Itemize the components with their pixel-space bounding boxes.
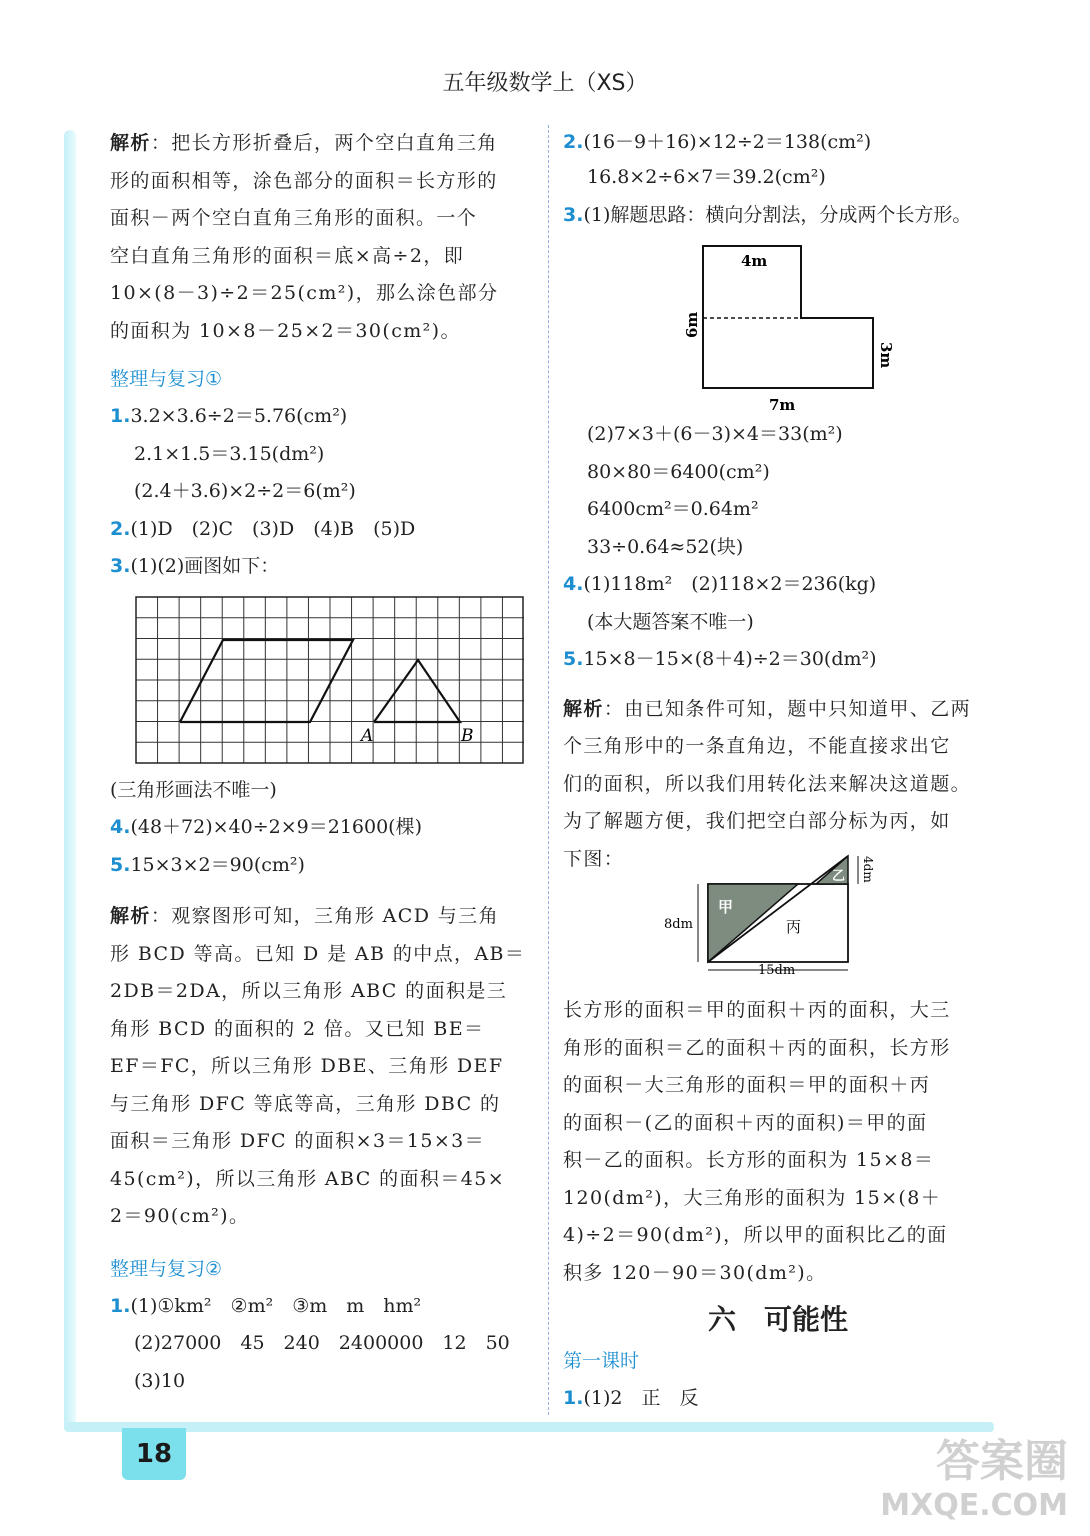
analysis-label: 解析	[110, 905, 151, 927]
point-b-label: B	[461, 725, 474, 746]
text-line: 形的面积相等，涂色部分的面积＝长方形的	[110, 169, 498, 192]
question-number: 3.	[563, 203, 584, 226]
text-line: 角形 BCD 的面积的 2 倍。又已知 BE＝	[110, 1017, 485, 1040]
column-divider	[548, 125, 549, 1415]
page-header: 五年级数学上（XS）	[442, 71, 648, 96]
question-number: 1.	[563, 1387, 584, 1409]
analysis-1	[110, 125, 535, 350]
answer-line: 3.(1)解题思路：横向分割法，分成两个长方形。	[563, 203, 972, 226]
dim-8dm: 8dm	[664, 917, 693, 932]
dim-4m: 4m	[741, 252, 768, 270]
text-line: 下图：	[563, 847, 625, 870]
bottom-decoration-bar	[64, 1422, 994, 1432]
text-line: 的面积为 10×8－25×2＝30(cm²)。	[110, 319, 461, 342]
text-line: 10×(8－3)÷2＝25(cm²)，那么涂色部分	[110, 282, 499, 304]
text-line: 4)÷2＝90(dm²)，所以甲的面积比乙的面	[563, 1224, 948, 1246]
answer-line: 16.8×2÷6×7＝39.2(cm²)	[587, 166, 826, 188]
text-line: 长方形的面积＝甲的面积＋丙的面积，大三	[563, 999, 951, 1021]
answer-line: 1.3.2×3.6÷2＝5.76(cm²)	[110, 405, 348, 427]
grid-figure	[135, 596, 525, 766]
answer-line: 4.(48＋72)×40÷2×9＝21600(棵)	[110, 816, 423, 838]
answer-line: (本大题答案不唯一)	[587, 610, 754, 633]
answer-line: 6400cm²＝0.64m²	[587, 498, 759, 520]
dim-4dm: 4dm	[861, 856, 875, 883]
label-jia: 甲	[718, 898, 734, 916]
text-line: 积－乙的面积。长方形的面积为 15×8＝	[563, 1149, 935, 1171]
answer-line: (2.4＋3.6)×2÷2＝6(m²)	[134, 480, 356, 502]
answer-line: 80×80＝6400(cm²)	[587, 460, 770, 483]
analysis-label: 解析	[110, 132, 151, 154]
triangle-shape	[374, 660, 460, 722]
analysis-label: 解析	[563, 697, 604, 720]
text-line: 45(cm²)，所以三角形 ABC 的面积＝45×	[110, 1167, 506, 1190]
answer-line: 33÷0.64≈52(块)	[587, 535, 744, 558]
question-number: 2.	[563, 131, 584, 153]
dim-15dm: 15dm	[758, 963, 796, 978]
parallelogram-shape	[180, 640, 353, 722]
question-number: 4.	[563, 573, 584, 595]
answer-line: 5.15×8－15×(8＋4)÷2＝30(dm²)	[563, 648, 877, 670]
text-line: 个三角形中的一条直角边，不能直接求出它	[563, 735, 951, 757]
answer-line: 2.(16－9＋16)×12÷2＝138(cm²)	[563, 131, 872, 153]
question-number: 5.	[563, 648, 584, 670]
text-line: 的面积－(乙的面积＋丙的面积)＝甲的面	[563, 1111, 928, 1134]
text-line: ：把长方形折叠后，两个空白直角三角	[150, 132, 498, 154]
text-line: 角形的面积＝乙的面积＋丙的面积，长方形	[563, 1036, 951, 1059]
question-number: 3.	[110, 555, 131, 577]
right-column	[563, 125, 993, 1418]
dim-3m: 3m	[877, 342, 895, 369]
analysis-3-continued	[563, 992, 993, 1292]
text-line: 120(dm²)，大三角形的面积为 15×(8＋	[563, 1186, 942, 1209]
chapter-title: 六 可能性	[707, 1303, 848, 1336]
answer-line: 2.(1)D (2)C (3)D (4)B (5)D	[110, 517, 416, 540]
left-decoration-bar	[64, 130, 76, 1430]
text-line: 为了解题方便，我们把空白部分标为丙，如	[563, 810, 951, 832]
answer-line: 1.(1)①km² ②m² ③m m hm²	[110, 1294, 422, 1317]
text-line: EF＝FC，所以三角形 DBE、三角形 DEF	[110, 1055, 504, 1077]
text-line: 们的面积，所以我们用转化法来解决这道题。	[563, 772, 972, 795]
text-line: ：由已知条件可知，题中只知道甲、乙两	[603, 697, 972, 720]
text-line: 的面积－大三角形的面积＝甲的面积＋丙	[563, 1074, 931, 1096]
answer-line: 2.1×1.5＝3.15(dm²)	[134, 442, 325, 465]
question-number: 1.	[110, 1294, 131, 1317]
question-number: 1.	[110, 405, 131, 427]
point-a-label: A	[361, 725, 374, 746]
lesson-title: 第一课时	[563, 1350, 640, 1372]
text-line: 面积＝三角形 DFC 的面积×3＝15×3＝	[110, 1130, 486, 1152]
answer-line: 3.(1)(2)画图如下：	[110, 555, 280, 577]
question-number: 4.	[110, 816, 131, 838]
answer-line: (2)7×3＋(6－3)×4＝33(m²)	[587, 423, 843, 445]
text-line: 积多 120－90＝30(dm²)。	[563, 1261, 827, 1284]
question-number: 5.	[110, 853, 131, 876]
answer-line: 1.(1)2 正 反	[563, 1387, 699, 1409]
text-line: ：观察图形可知，三角形 ACD 与三角	[150, 905, 499, 927]
label-bing: 丙	[786, 918, 802, 936]
triangle-area-figure	[658, 848, 918, 978]
analysis-2	[110, 898, 535, 1236]
answer-line: (2)27000 45 240 2400000 12 50	[134, 1332, 510, 1354]
section-title-review-2: 整理与复习②	[110, 1257, 223, 1280]
text-line: 空白直角三角形的面积＝底×高÷2，即	[110, 244, 465, 267]
text-line: 面积－两个空白直角三角形的面积。一个	[110, 207, 478, 229]
question-number: 2.	[110, 517, 131, 540]
label-yi: 乙	[832, 869, 846, 884]
answer-line: (3)10	[134, 1369, 186, 1392]
answer-line: 4.(1)118m² (2)118×2＝236(kg)	[563, 573, 877, 595]
answer-line: 5.15×3×2＝90(cm²)	[110, 853, 305, 876]
section-title-review-1: 整理与复习①	[110, 368, 223, 390]
dim-6m: 6m	[683, 311, 701, 338]
note-line: (三角形画法不唯一)	[110, 778, 277, 801]
page-number: 18	[122, 1428, 186, 1480]
dim-7m: 7m	[769, 396, 796, 414]
text-line: 与三角形 DFC 等底等高，三角形 DBC 的	[110, 1092, 501, 1115]
watermark: 答案圈 MXQE.COM	[880, 1436, 1068, 1523]
l-shape-figure	[675, 236, 935, 416]
text-line: 形 BCD 等高。已知 D 是 AB 的中点，AB＝	[110, 942, 526, 965]
text-line: 2DB＝2DA，所以三角形 ABC 的面积是三	[110, 980, 508, 1002]
left-column	[110, 125, 535, 1400]
text-line: 2＝90(cm²)。	[110, 1205, 250, 1227]
